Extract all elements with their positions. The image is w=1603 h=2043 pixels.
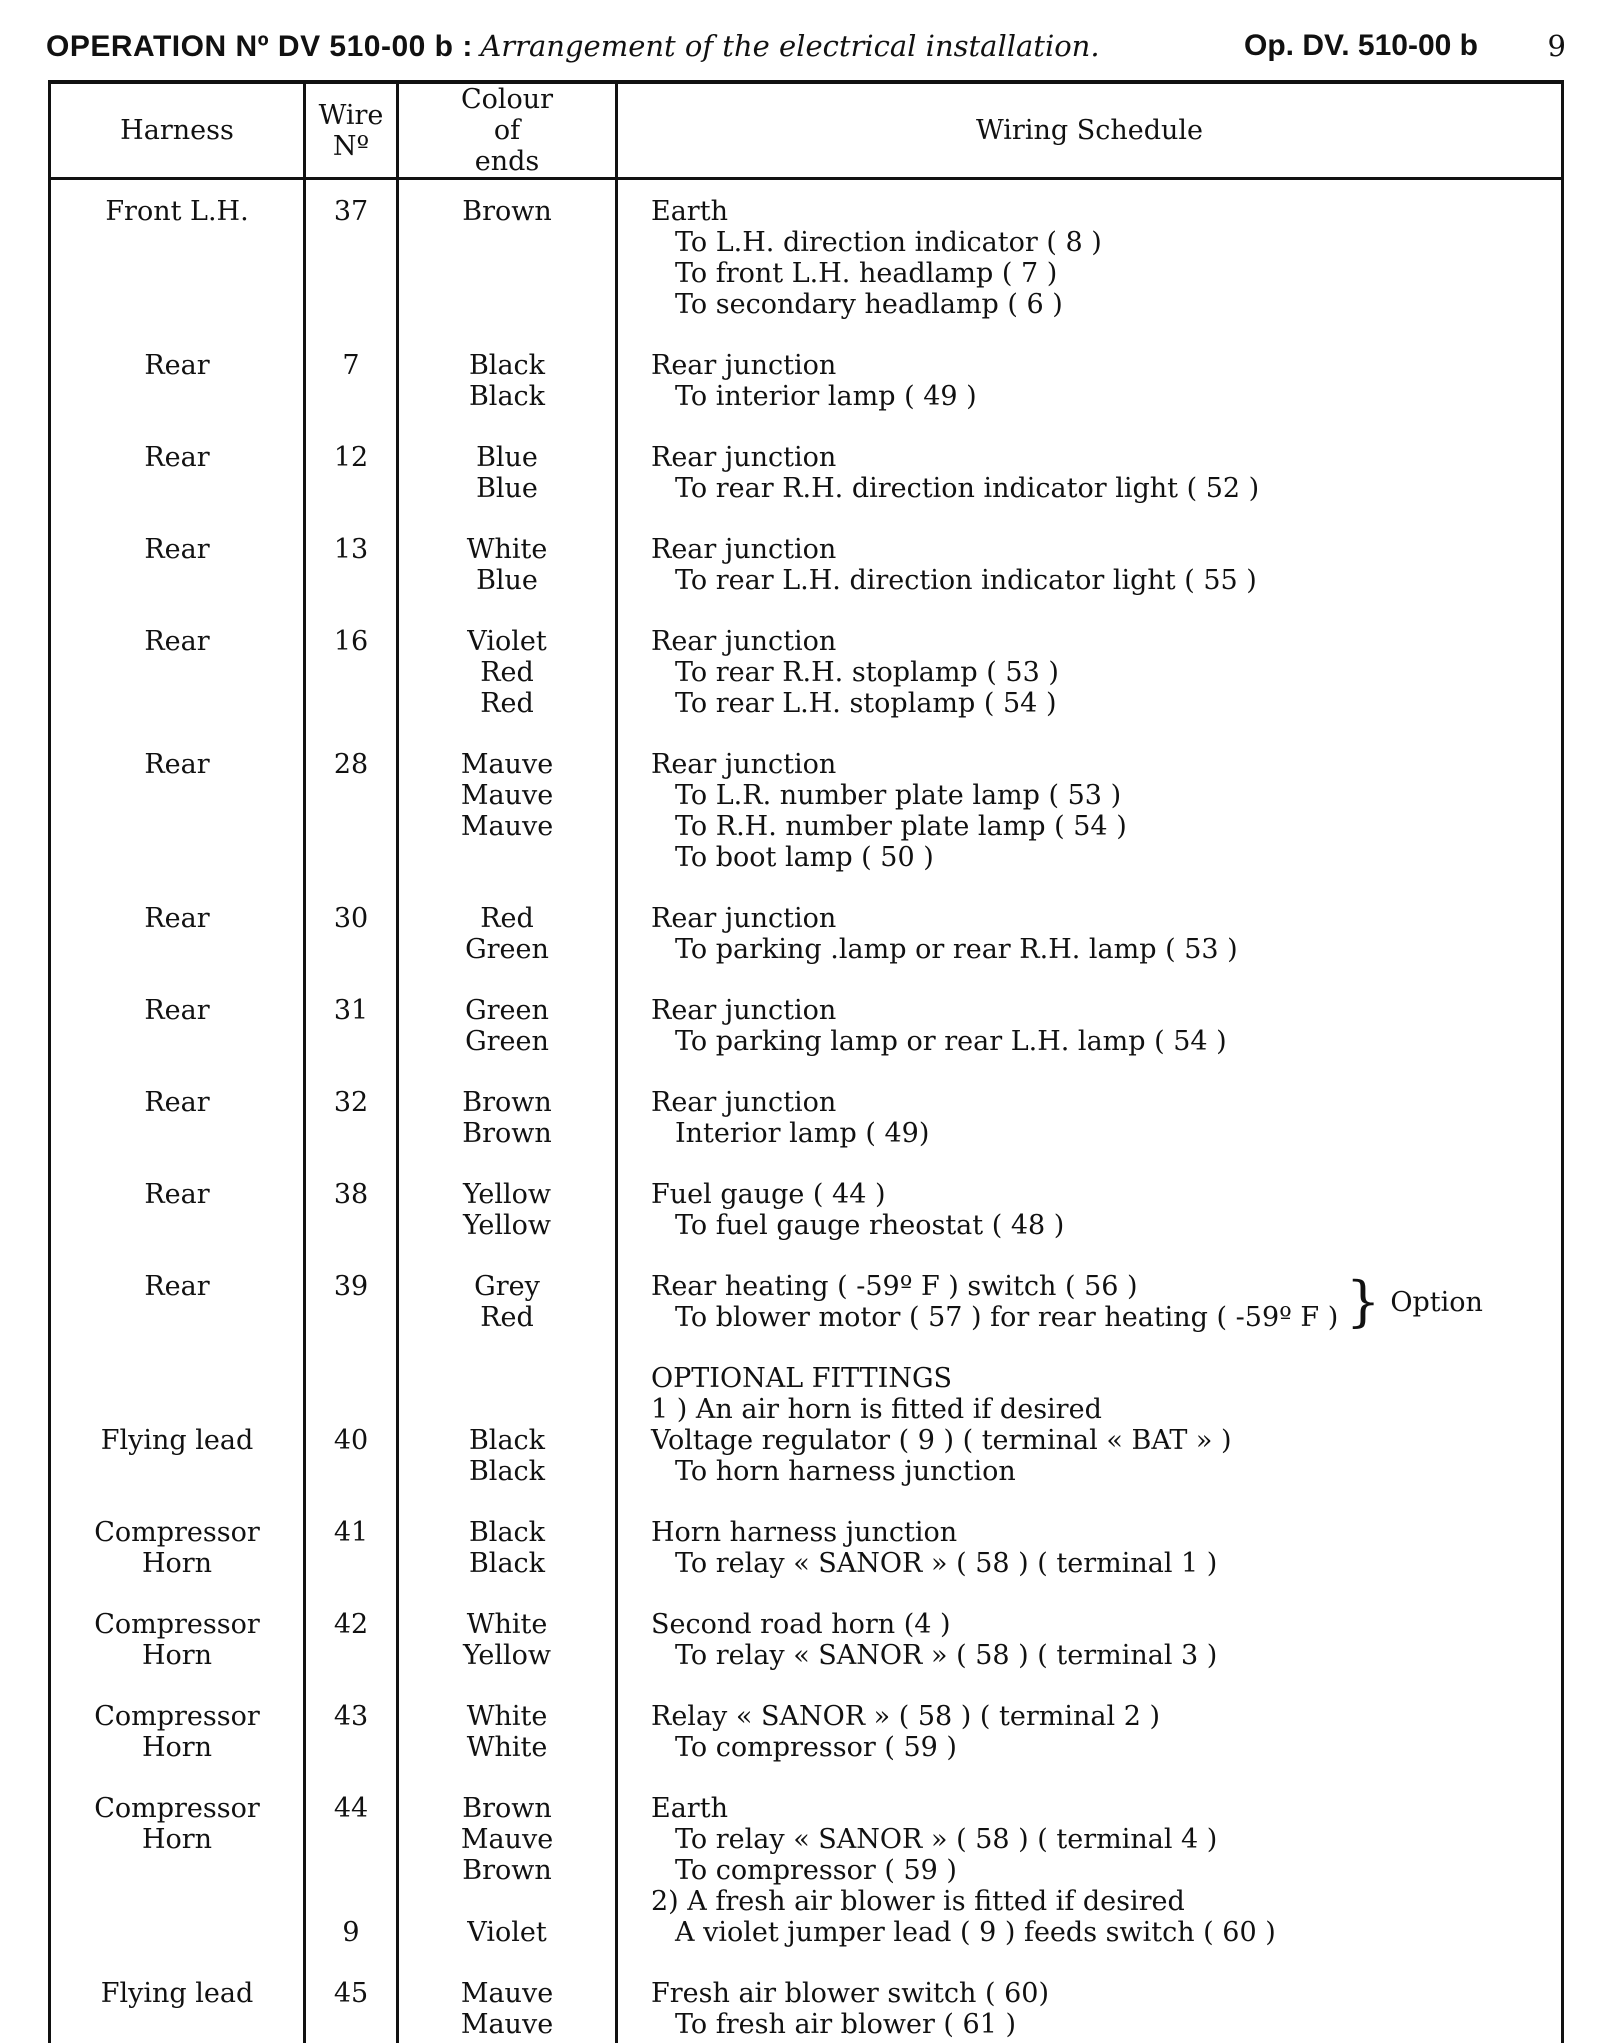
wire-number: 30 [333, 903, 369, 934]
schedule-line: Rear junction [651, 626, 837, 657]
wiring-schedule-cell [651, 749, 1531, 873]
schedule-line: OPTIONAL FITTINGS [651, 1363, 953, 1394]
table-header-rule [48, 177, 1564, 180]
wire-number-cell [306, 196, 396, 227]
colour-text: Red [480, 688, 534, 719]
schedule-line: To L.H. direction indicator ( 8 ) [675, 227, 1102, 258]
wiring-schedule-cell [651, 1087, 1531, 1149]
harness-text: Flying lead [100, 1425, 254, 1456]
harness-text: Front L.H. [105, 196, 249, 227]
colour-of-ends-cell [399, 350, 615, 412]
schedule-line: Rear junction [651, 534, 837, 565]
schedule-line: To interior lamp ( 49 ) [675, 381, 977, 412]
harness-text: Rear [144, 903, 210, 934]
wire-number: 42 [333, 1609, 369, 1640]
schedule-line: 1 ) An air horn is fitted if desired [651, 1394, 1102, 1425]
colour-of-ends-cell [399, 1179, 615, 1241]
colour-text: Mauve [460, 780, 554, 811]
harness-text: Rear [144, 995, 210, 1026]
harness-text: Rear [144, 350, 210, 381]
table-row [48, 1087, 1564, 1149]
schedule-line: To blower motor ( 57 ) for rear heating ( -59º F ) [675, 1302, 1339, 1333]
colour-of-ends-cell [399, 626, 615, 719]
table-row [48, 1793, 1564, 1886]
colour-text: Brown [462, 1087, 552, 1118]
colour-text: White [466, 534, 548, 565]
colour-text: Violet [467, 1917, 547, 1948]
schedule-line: Fresh air blower switch ( 60) [651, 1978, 1049, 2009]
wire-number: 40 [333, 1425, 369, 1456]
table-row [48, 1363, 1564, 1425]
wire-number-cell [306, 903, 396, 934]
colour-of-ends-cell [399, 1425, 615, 1487]
wire-number: 39 [333, 1271, 369, 1302]
colour-text: White [466, 1732, 548, 1763]
harness-text: Horn [141, 1824, 213, 1855]
schedule-line: To compressor ( 59 ) [675, 1855, 957, 1886]
harness-cell [51, 196, 303, 227]
table-row [48, 626, 1564, 719]
colour-text: Yellow [462, 1640, 552, 1671]
colour-of-ends-cell [399, 1271, 615, 1333]
wire-number: 45 [333, 1978, 369, 2009]
harness-cell [51, 1701, 303, 1763]
schedule-line: Rear junction [651, 749, 837, 780]
schedule-line: Rear junction [651, 995, 837, 1026]
schedule-line: Rear junction [651, 1087, 837, 1118]
wire-number: 12 [333, 442, 369, 473]
colour-text: Green [465, 934, 549, 965]
harness-cell [51, 350, 303, 381]
wiring-schedule-cell [651, 1793, 1531, 1886]
operation-reference: Op. DV. 510-00 b [1244, 29, 1478, 62]
colour-of-ends-cell [399, 903, 615, 965]
table-row [48, 350, 1564, 412]
option-label: Option [1390, 1286, 1483, 1318]
header-colour-line: ends [474, 146, 540, 177]
colour-text: Red [480, 657, 534, 688]
harness-cell [51, 1425, 303, 1456]
wiring-schedule-cell [651, 1978, 1531, 2040]
harness-cell [51, 749, 303, 780]
colour-of-ends-cell [399, 749, 615, 842]
schedule-line: To front L.H. headlamp ( 7 ) [675, 258, 1058, 289]
colour-text: Black [468, 381, 546, 412]
colour-text: Red [480, 1302, 534, 1333]
wire-number-cell [306, 1609, 396, 1640]
colour-text: Blue [476, 473, 538, 504]
harness-text: Compressor [94, 1517, 260, 1548]
harness-text: Rear [144, 1087, 210, 1118]
header-colour-line: of [493, 115, 521, 146]
harness-text: Horn [141, 1640, 213, 1671]
schedule-line: A violet jumper lead ( 9 ) feeds switch ( 60 ) [675, 1917, 1276, 1948]
colour-text: Green [465, 1026, 549, 1057]
wire-number-cell [306, 1087, 396, 1118]
wire-number-cell [306, 1517, 396, 1548]
harness-text: Horn [141, 1548, 213, 1579]
schedule-line: To fuel gauge rheostat ( 48 ) [675, 1210, 1065, 1241]
wire-number-cell [306, 534, 396, 565]
colour-text: Black [468, 1425, 546, 1456]
wire-number-cell [306, 1978, 396, 2009]
schedule-line: Fuel gauge ( 44 ) [651, 1179, 886, 1210]
harness-text: Horn [141, 1732, 213, 1763]
colour-of-ends-cell [399, 1087, 615, 1149]
table-row [48, 1179, 1564, 1241]
wire-number-cell [306, 1179, 396, 1210]
wiring-schedule-cell [651, 1701, 1531, 1763]
harness-cell [51, 1609, 303, 1671]
schedule-line: To fresh air blower ( 61 ) [675, 2009, 1017, 2040]
schedule-line: Earth [651, 1793, 728, 1824]
wire-number-cell [306, 1701, 396, 1732]
table-row [48, 1917, 1564, 1948]
table-row [48, 442, 1564, 504]
wiring-schedule-cell [651, 626, 1531, 719]
wiring-schedule-cell [651, 350, 1531, 412]
schedule-line: Rear junction [651, 350, 837, 381]
wire-number: 13 [333, 534, 369, 565]
header-wire-line: Wire [318, 99, 384, 131]
harness-text: Flying lead [100, 1978, 254, 2009]
schedule-line: Relay « SANOR » ( 58 ) ( terminal 2 ) [651, 1701, 1161, 1732]
colour-text: Red [480, 903, 534, 934]
wire-number-cell [306, 995, 396, 1026]
schedule-line: To boot lamp ( 50 ) [675, 842, 934, 873]
colour-text: Brown [462, 1118, 552, 1149]
harness-cell [51, 1793, 303, 1855]
harness-text: Compressor [94, 1609, 260, 1640]
colour-of-ends-cell [399, 1978, 615, 2040]
table-row [48, 749, 1564, 873]
header-wire-line: Nº [332, 130, 370, 162]
schedule-line: To parking lamp or rear L.H. lamp ( 54 ) [675, 1026, 1227, 1057]
schedule-line: Second road horn (4 ) [651, 1609, 951, 1640]
wire-number: 16 [333, 626, 369, 657]
colour-text: Mauve [460, 1978, 554, 2009]
colour-text: Blue [476, 565, 538, 596]
schedule-line: To horn harness junction [675, 1456, 1016, 1487]
colour-text: Green [465, 995, 549, 1026]
colour-text: Mauve [460, 811, 554, 842]
page-header [46, 26, 1566, 66]
wiring-schedule-cell [651, 1179, 1531, 1241]
operation-heading [46, 26, 1100, 67]
colour-text: Violet [467, 626, 547, 657]
header-colour-line: Colour [460, 84, 554, 115]
wiring-schedule-cell [651, 534, 1531, 596]
header-harness: Harness [120, 115, 234, 146]
colour-of-ends-cell [399, 1701, 615, 1763]
wire-number-cell [306, 1425, 396, 1456]
table-row [48, 534, 1564, 596]
table-row [48, 196, 1564, 320]
schedule-line: 2) A fresh air blower is fitted if desired [651, 1886, 1185, 1917]
colour-text: Grey [474, 1271, 540, 1302]
schedule-line: To relay « SANOR » ( 58 ) ( terminal 4 ) [675, 1824, 1218, 1855]
wire-number: 41 [333, 1517, 369, 1548]
brace-icon: } [1346, 1270, 1381, 1333]
harness-cell [51, 626, 303, 657]
schedule-line: To rear R.H. stoplamp ( 53 ) [675, 657, 1059, 688]
wiring-schedule-cell [651, 903, 1531, 965]
schedule-line: To rear L.H. stoplamp ( 54 ) [675, 688, 1057, 719]
schedule-line: To rear L.H. direction indicator light ( 55 ) [675, 565, 1257, 596]
schedule-line: Earth [651, 196, 728, 227]
wire-number: 31 [333, 995, 369, 1026]
colour-text: White [466, 1609, 548, 1640]
colour-of-ends-cell [399, 1609, 615, 1671]
harness-cell [51, 534, 303, 565]
wiring-schedule-cell [651, 1363, 1531, 1425]
schedule-line: Voltage regulator ( 9 ) ( terminal « BAT » ) [651, 1425, 1232, 1456]
colour-text: Brown [462, 1855, 552, 1886]
operation-title: Arrangement of the electrical installation. [480, 29, 1100, 63]
page-number: 9 [1547, 29, 1566, 63]
schedule-line: To R.H. number plate lamp ( 54 ) [675, 811, 1127, 842]
header-wire-number [306, 84, 396, 177]
schedule-line: Horn harness junction [651, 1517, 958, 1548]
colour-text: Brown [462, 196, 552, 227]
colour-text: Black [468, 350, 546, 381]
colour-text: Mauve [460, 1824, 554, 1855]
wiring-schedule-cell [651, 1609, 1531, 1671]
wire-number: 38 [333, 1179, 369, 1210]
harness-cell [51, 1087, 303, 1118]
wiring-schedule-cell [651, 1517, 1531, 1579]
colour-text: Yellow [462, 1179, 552, 1210]
wire-number: 37 [333, 196, 369, 227]
table-row [48, 1609, 1564, 1671]
schedule-line: To parking .lamp or rear R.H. lamp ( 53 ) [675, 934, 1238, 965]
wiring-schedule-cell [651, 442, 1531, 504]
header-colour-of-ends [399, 84, 615, 177]
harness-text: Compressor [94, 1793, 260, 1824]
harness-text: Rear [144, 442, 210, 473]
wiring-schedule-cell [651, 1425, 1531, 1487]
option-annotation [1346, 1267, 1483, 1337]
harness-cell [51, 442, 303, 473]
harness-text: Rear [144, 534, 210, 565]
table-row [48, 1271, 1564, 1333]
wire-number: 44 [333, 1793, 369, 1824]
colour-text: Mauve [460, 749, 554, 780]
schedule-line: To rear R.H. direction indicator light ( 52 ) [675, 473, 1260, 504]
header-wiring-schedule: Wiring Schedule [976, 115, 1203, 146]
schedule-line: Rear junction [651, 442, 837, 473]
colour-of-ends-cell [399, 1517, 615, 1579]
schedule-line: To relay « SANOR » ( 58 ) ( terminal 1 ) [675, 1548, 1218, 1579]
wiring-schedule-cell [651, 196, 1531, 320]
wire-number-cell [306, 1917, 396, 1948]
colour-of-ends-cell [399, 442, 615, 504]
harness-text: Rear [144, 626, 210, 657]
colour-text: Yellow [462, 1210, 552, 1241]
schedule-line: Interior lamp ( 49) [675, 1118, 930, 1149]
harness-text: Compressor [94, 1701, 260, 1732]
colour-text: Black [468, 1548, 546, 1579]
colour-of-ends-cell [399, 995, 615, 1057]
table-row [48, 1517, 1564, 1579]
wire-number-cell [306, 1793, 396, 1824]
wire-number-cell [306, 749, 396, 780]
operation-label: OPERATION Nº DV 510-00 b : [46, 30, 473, 63]
schedule-line: To L.R. number plate lamp ( 53 ) [675, 780, 1122, 811]
schedule-line: To relay « SANOR » ( 58 ) ( terminal 3 ) [675, 1640, 1218, 1671]
wire-number: 32 [333, 1087, 369, 1118]
colour-text: Black [468, 1517, 546, 1548]
wire-number-cell [306, 350, 396, 381]
table-row [48, 1886, 1564, 1917]
wiring-table [48, 80, 1564, 2043]
colour-of-ends-cell [399, 1917, 615, 1948]
harness-text: Rear [144, 1271, 210, 1302]
schedule-line: To secondary headlamp ( 6 ) [675, 289, 1063, 320]
table-row [48, 1701, 1564, 1763]
wire-number: 43 [333, 1701, 369, 1732]
wire-number: 7 [342, 350, 360, 381]
colour-text: Black [468, 1456, 546, 1487]
colour-text: Blue [476, 442, 538, 473]
schedule-line: Rear heating ( -59º F ) switch ( 56 ) [651, 1271, 1138, 1302]
colour-of-ends-cell [399, 1793, 615, 1886]
wire-number-cell [306, 442, 396, 473]
colour-of-ends-cell [399, 196, 615, 227]
schedule-line: To compressor ( 59 ) [675, 1732, 957, 1763]
wire-number-cell [306, 1271, 396, 1302]
colour-text: Brown [462, 1793, 552, 1824]
harness-cell [51, 903, 303, 934]
wiring-schedule-cell [651, 1886, 1531, 1917]
harness-cell [51, 1517, 303, 1579]
colour-text: White [466, 1701, 548, 1732]
harness-cell [51, 1978, 303, 2009]
harness-text: Rear [144, 1179, 210, 1210]
colour-of-ends-cell [399, 534, 615, 596]
wire-number: 28 [333, 749, 369, 780]
wiring-schedule-cell [651, 995, 1531, 1057]
harness-text: Rear [144, 749, 210, 780]
harness-cell [51, 995, 303, 1026]
harness-cell [51, 1271, 303, 1302]
table-row [48, 1978, 1564, 2040]
table-row [48, 903, 1564, 965]
harness-cell [51, 1179, 303, 1210]
wiring-schedule-cell [651, 1917, 1531, 1948]
table-row [48, 995, 1564, 1057]
colour-text: Mauve [460, 2009, 554, 2040]
schedule-line: Rear junction [651, 903, 837, 934]
wire-number: 9 [342, 1917, 360, 1948]
table-row [48, 1425, 1564, 1487]
wire-number-cell [306, 626, 396, 657]
